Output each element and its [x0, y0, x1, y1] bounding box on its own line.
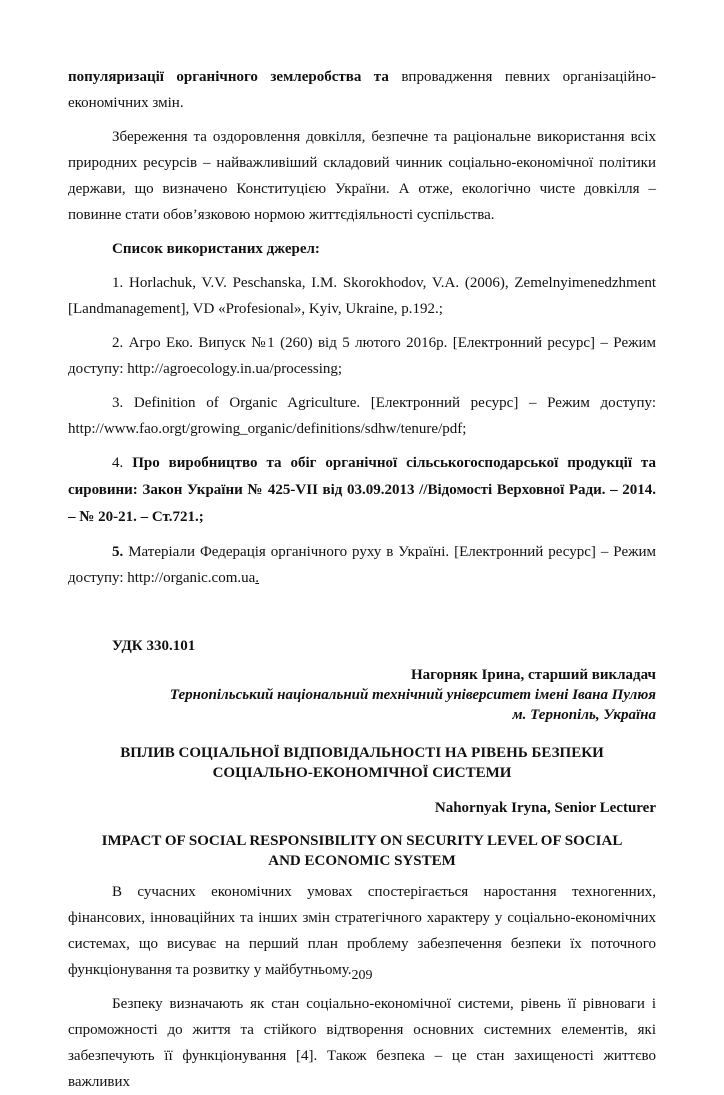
reference-2: 2. Агро Еко. Випуск №1 (260) від 5 лютого 2016р. [Електронний ресурс] – Режим доступу: http://agroecology.in.ua/processing; — [68, 335, 656, 377]
reference-1: 1. Horlachuk, V.V. Peschanska, I.M. Skorokhodov, V.A. (2006), Zemelnyimenedzhment [Landmanagement], VD «Profesional», Kyiv, Ukraine, p.192.; — [68, 275, 656, 317]
author-en: Nahornyak Iryna, Senior Lecturer — [434, 800, 656, 816]
author-ua: Нагорняк Ірина, старший викладач — [410, 667, 656, 683]
article-title-ua-line2: СОЦІАЛЬНО-ЕКОНОМІЧНОЇ СИСТЕМИ — [212, 765, 512, 781]
intro-bold-text: популяризації органічного землеробства та — [68, 69, 389, 85]
page-number: 209 — [351, 968, 373, 983]
affiliation-ua: Тернопільський національний технічний університет імені Івана Пулюя — [169, 687, 656, 703]
body-paragraph-1: В сучасних економічних умовах спостерігається наростання техногенних, фінансових, інноваційних та інших змін стратегічного характеру у соціально-економічних системах, що висуває на перший план проблему забезпечення безпеки їх поточного функціонування та розвитку у майбутньому. — [68, 884, 656, 978]
article-title-en-line2: AND ECONOMIC SYSTEM — [268, 853, 456, 869]
reference-5-number: 5. — [112, 544, 124, 560]
reference-4 — [68, 450, 656, 531]
reference-5-text: Матеріали Федерація органічного руху в Україні. [Електронний ресурс] – Режим доступу: http://organic.com.ua — [68, 544, 656, 586]
conclusion-paragraph: Збереження та оздоровлення довкілля, безпечне та раціональне використання всіх природних ресурсів – найважливіший складовий чинник соціально-економічної політики держави, що визначено Конституцією України. А отже, екологічно чисте довкілля – повинне стати обов’язковою нормою життєдіяльності суспільства. — [68, 129, 656, 223]
article-title-en — [88, 831, 636, 871]
article-title-en-line1: IMPACT OF SOCIAL RESPONSIBILITY ON SECURITY LEVEL OF SOCIAL — [101, 833, 623, 849]
reference-5 — [68, 539, 656, 591]
references-heading: Список використаних джерел: — [112, 241, 320, 257]
reference-4-number: 4. — [112, 455, 133, 471]
article-title-ua — [88, 743, 636, 783]
body-paragraph-2: Безпеку визначають як стан соціально-економічної системи, рівень її рівноваги і спроможності до життя та стійкого відтворення основних системних елементів, які забезпечують її функціонування [4]. Також безпека – це стан захищеності життєво важливих — [68, 996, 656, 1090]
udc-code: УДК 330.101 — [112, 638, 196, 654]
reference-5-tail: . — [255, 570, 260, 586]
reference-4-text: Про виробництво та обіг органічної сільськогосподарської продукції та сировини: Закон України № 425-VII від 03.09.2013 //Відомості Верховної Ради. – 2014. – № 20-21. – Ст.721.; — [68, 455, 656, 525]
city-ua: м. Тернопіль, Україна — [512, 707, 656, 723]
intro-text: впровадження певних організаційно-економічних змін. — [68, 69, 656, 111]
intro-paragraph — [68, 64, 656, 116]
article-title-ua-line1: ВПЛИВ СОЦІАЛЬНОЇ ВІДПОВІДАЛЬНОСТІ НА РІВЕНЬ БЕЗПЕКИ — [120, 745, 604, 761]
reference-3: 3. Definition of Organic Agriculture. [Електронний ресурс] – Режим доступу: http://www.fao.orgt/growing_organic/definitions/sdhw/tenure/pdf; — [68, 395, 656, 437]
